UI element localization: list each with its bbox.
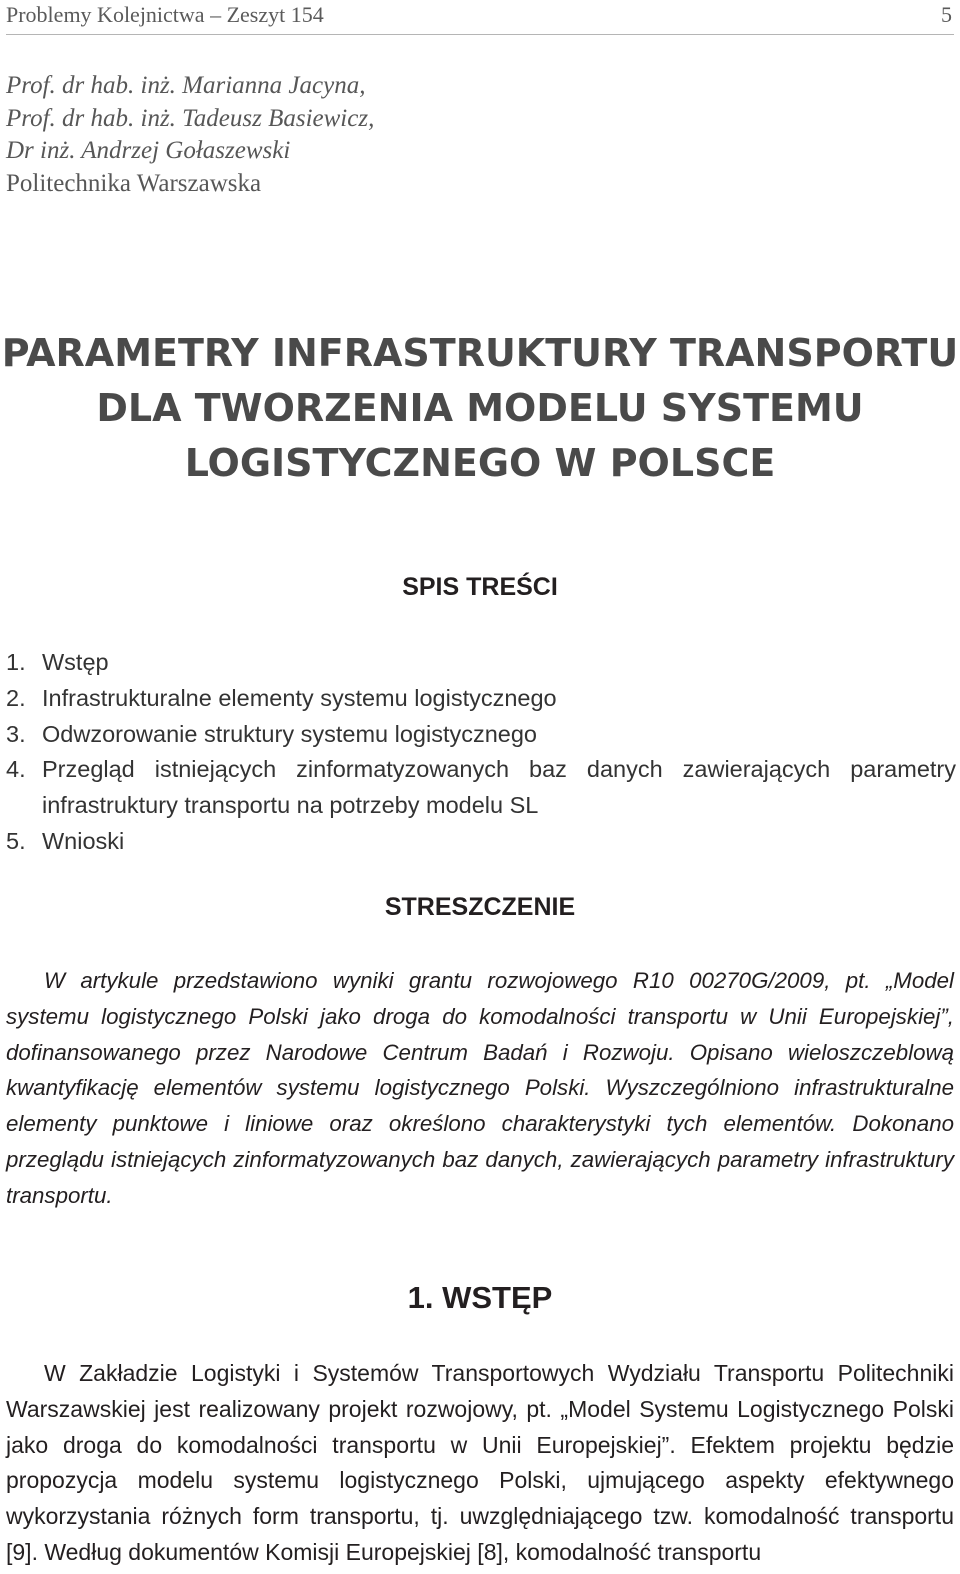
abstract-text: W artykule przedstawiono wyniki grantu rozwojowego R10 00270G/2009, pt. „Model systemu logistycznego Polski jako droga do komodalności transportu w Unii Europejskiej”, dofinansowanego przez Narodowe Centrum Badań i Rozwoju. Opisano wieloszczeblową kwantyfikację elementów systemu logistycznego Polski. Wyszczególniono infrastrukturalne elementy punktowe i liniowe oraz określono charakterystyki tych elementów. Dokonano przeglądu istniejących zinformatyzowanych baz danych, zawierających parametry infrastruktury transportu. xyxy=(6,968,954,1208)
intro-paragraph: W Zakładzie Logistyki i Systemów Transportowych Wydziału Transportu Politechniki Warszawskiej jest realizowany projekt rozwojowy, pt. „Model Systemu Logistycznego Polski jako droga do komodalności transportu w Unii Europejskiej”. Efektem projektu będzie propozycja modelu systemu logistycznego Polski, ujmującego aspekty efektywnego wykorzystania różnych form transportu, tj. uwzględniającego tzw. komodalność transportu [9]. Według dokumentów Komisji Europejskiej [8], komodalność transportu xyxy=(6,1360,954,1565)
section-heading-intro: 1. WSTĘP xyxy=(407,1280,553,1315)
toc-item xyxy=(6,824,956,860)
toc-item-text: Wstęp xyxy=(42,649,109,675)
article-title xyxy=(0,326,960,491)
author-line: Dr inż. Andrzej Gołaszewski xyxy=(6,137,291,164)
title-line: DLA TWORZENIA MODELU SYSTEMU xyxy=(96,386,864,430)
affiliation: Politechnika Warszawska xyxy=(6,169,262,197)
author-line: Prof. dr hab. inż. Marianna Jacyna, xyxy=(6,72,366,99)
abstract-heading: STRESZCZENIE xyxy=(384,893,576,921)
toc-item-text: Odwzorowanie struktury systemu logistycznego xyxy=(42,720,538,747)
title-line: LOGISTYCZNEGO W POLSCE xyxy=(184,441,776,485)
toc-item-text: Infrastrukturalne elementy systemu logistycznego xyxy=(42,684,557,711)
toc-item xyxy=(6,645,956,681)
title-line: PARAMETRY INFRASTRUKTURY TRANSPORTU xyxy=(1,331,959,375)
toc-item xyxy=(6,752,956,824)
toc-item-number: 4. xyxy=(6,756,26,783)
toc-item xyxy=(6,717,956,753)
toc-item-number: 5. xyxy=(6,827,26,854)
journal-title: Problemy Kolejnictwa – Zeszyt 154 xyxy=(6,2,324,27)
toc-item-number: 2. xyxy=(6,684,26,711)
page-number: 5 xyxy=(941,2,952,27)
author-line: Prof. dr hab. inż. Tadeusz Basiewicz, xyxy=(6,104,375,132)
toc-item-text: Przegląd istniejących zinformatyzowanych baz danych zawierających parametry infrastruktury transportu na potrzeby modelu SL xyxy=(42,756,956,819)
authors-block xyxy=(6,70,374,200)
toc-item-number: 1. xyxy=(6,649,26,675)
table-of-contents xyxy=(6,645,956,860)
toc-item xyxy=(6,681,956,717)
toc-item-text: Wnioski xyxy=(42,827,125,854)
toc-heading: SPIS TREŚCI xyxy=(402,573,558,601)
toc-item-number: 3. xyxy=(6,720,26,747)
running-header xyxy=(6,0,954,35)
